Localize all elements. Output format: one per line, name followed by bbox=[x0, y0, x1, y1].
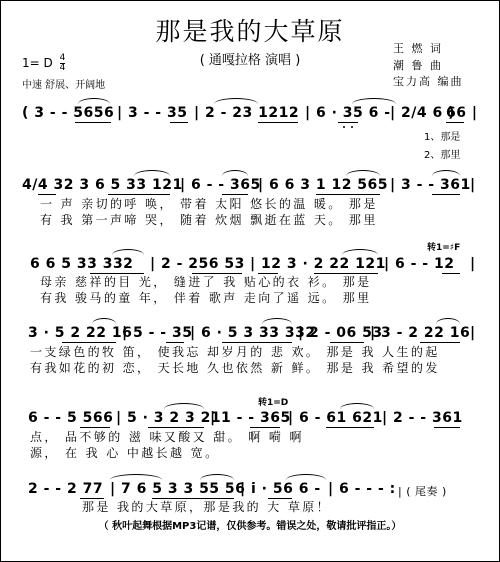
slur bbox=[436, 318, 460, 324]
underline bbox=[420, 342, 460, 343]
underline bbox=[38, 194, 56, 195]
notation-segment: ( 3 - - 5656 bbox=[22, 105, 115, 121]
underline bbox=[166, 342, 184, 343]
underline bbox=[446, 122, 464, 123]
notation-segment: | 6 - - - : bbox=[328, 481, 396, 497]
underline bbox=[326, 427, 374, 428]
underline bbox=[152, 498, 234, 499]
slur bbox=[346, 170, 380, 176]
slur bbox=[352, 98, 396, 104]
slur bbox=[262, 318, 292, 324]
notation-segment: | 5 - - 35 bbox=[122, 325, 193, 341]
slur bbox=[92, 318, 116, 324]
notation-segment: | 6 · 35 6 - bbox=[305, 105, 391, 121]
notation-segment: | 7 6 5 3 3 55 56 bbox=[110, 481, 246, 497]
slur bbox=[342, 249, 378, 255]
composer-credit: 潮 鲁 曲 bbox=[393, 59, 443, 72]
notation-segment: | i · 56 6 - bbox=[240, 481, 321, 497]
underline bbox=[316, 194, 380, 195]
modulation-mark-fsharp: 转1=♯F bbox=[427, 243, 461, 253]
underline bbox=[80, 427, 110, 428]
lyric-verse-1: 母亲 慈祥的目 光， 缝进了 我 贴心的衣 衫。 那是 bbox=[40, 275, 372, 289]
notation-segment: | 12 3 · 2 22 121 bbox=[250, 256, 386, 272]
notation-segment: | 3 - 2 22 16 bbox=[370, 325, 471, 341]
key-signature bbox=[22, 54, 65, 73]
slur bbox=[110, 474, 162, 480]
underline bbox=[432, 194, 460, 195]
verse-1-pickup: 1、那是 bbox=[424, 132, 461, 143]
arranger-credit: 宝力高 编曲 bbox=[393, 75, 464, 88]
lyricist-credit: 王 燃 词 bbox=[393, 42, 443, 55]
lyric-ending: 那是 我的大草原，那是我的 大 草原！ bbox=[82, 500, 332, 514]
slur bbox=[200, 474, 234, 480]
key-text: 1= D bbox=[22, 56, 53, 70]
notation-segment: | 6 - - 365 bbox=[180, 177, 261, 193]
underline bbox=[108, 194, 170, 195]
notation-segment: | bbox=[470, 325, 476, 341]
lyric-verse-2: 源， 在 我 心 中越长越 宽。 bbox=[30, 446, 220, 460]
underline bbox=[170, 122, 188, 123]
time-signature bbox=[60, 54, 66, 73]
notation-segment: | 5 · 3 2 3 21 bbox=[116, 410, 222, 426]
lyric-verse-1: 一支绿色的牧 笛， 使我忘 却岁月的 悲 欢。 那是 我 人生的起 bbox=[30, 345, 440, 359]
lyric-verse-2: 有我 骏马的童 年， 伴着 歌声 走向了遥 远。 那里 bbox=[40, 291, 372, 305]
slur bbox=[340, 403, 374, 409]
song-title: 那是我的大草原 bbox=[155, 17, 345, 46]
notation-segment: | 2 - 06 53 bbox=[298, 325, 383, 341]
notation-segment: | 3 - - 361 bbox=[390, 177, 471, 193]
lower-dot bbox=[351, 126, 353, 128]
tempo-marking: 中速 舒展、开阔地 bbox=[22, 80, 106, 91]
underline bbox=[268, 498, 292, 499]
notation-segment: 2 - - 2 77 bbox=[28, 481, 104, 497]
underline bbox=[314, 273, 378, 274]
underline bbox=[330, 342, 364, 343]
underline bbox=[80, 498, 104, 499]
underline bbox=[338, 122, 358, 123]
slur bbox=[112, 249, 144, 255]
transcription-note: （ 秋叶起舞根据MP3记谱，仅供参考。错误之处，敬请批评指正。） bbox=[98, 521, 402, 532]
slur bbox=[432, 170, 460, 176]
notation-segment: 66 | bbox=[446, 105, 478, 121]
slur bbox=[214, 98, 258, 104]
notation-segment: | 1 - - 365 bbox=[210, 410, 291, 426]
notation-segment: | 2 - 256 53 bbox=[150, 256, 245, 272]
underline bbox=[222, 342, 292, 343]
underline bbox=[434, 427, 460, 428]
lyric-verse-2: 有 我 第一声啼 哭， 随着 炊烟 飘逝在蓝 天。 那里 bbox=[40, 213, 378, 227]
notation-segment: 6 6 5 33 332 bbox=[30, 256, 134, 272]
notation-segment: | bbox=[470, 256, 476, 272]
lower-dot bbox=[343, 126, 345, 128]
slur bbox=[134, 170, 170, 176]
lyric-verse-2: 有我如花的初 恋， 天长地 久也依然 新 鲜。 那是 我 希望的发 bbox=[30, 361, 440, 375]
underline bbox=[62, 342, 116, 343]
notation-segment: | 2 - - 361 bbox=[382, 410, 463, 426]
notation-segment: | 2 - 23 1212 bbox=[194, 105, 300, 121]
notation-segment: 6 - - 5 566 bbox=[28, 410, 114, 426]
lyric-verse-1: 点， 品不够的 滋 味又酸又 甜。 啊 嗬 啊 bbox=[30, 430, 304, 444]
notation-segment: 3 · 5 2 22 16 bbox=[28, 325, 133, 341]
underline bbox=[250, 427, 280, 428]
time-sig-top: 4 bbox=[59, 53, 66, 63]
underline bbox=[222, 194, 248, 195]
underline bbox=[258, 273, 278, 274]
slur bbox=[164, 403, 204, 409]
notation-segment: | 6 6 3 1 12 565 bbox=[258, 177, 389, 193]
singer-line: ( 通嘎拉格 演唱 ) bbox=[199, 53, 301, 68]
lyric-verse-1: 一 声 亲切的呼 唤， 带着 太阳 悠长的温 暖。 那是 bbox=[40, 197, 378, 211]
modulation-mark-d: 转1=D bbox=[258, 398, 289, 408]
notation-segment: | ( 尾奏 ) bbox=[398, 485, 447, 498]
slur bbox=[222, 170, 248, 176]
notation-segment: | bbox=[470, 177, 476, 193]
time-sig-bottom: 4 bbox=[59, 63, 66, 73]
notation-segment: | 2/4 6 ) bbox=[390, 105, 455, 121]
underline bbox=[192, 273, 242, 274]
underline bbox=[75, 122, 111, 123]
underline bbox=[90, 273, 144, 274]
slur bbox=[78, 98, 110, 104]
notation-segment: | 6 - 61 621 bbox=[288, 410, 383, 426]
notation-segment: 4/4 32 3 6 5 33 121 bbox=[22, 177, 183, 193]
notation-segment: | 6 - - 12 bbox=[384, 256, 455, 272]
underline bbox=[442, 273, 460, 274]
notation-segment: | 6 · 5 3 33 332 bbox=[190, 325, 316, 341]
underline bbox=[258, 122, 298, 123]
underline bbox=[148, 427, 204, 428]
slur bbox=[286, 474, 326, 480]
notation-segment: | 3 - - 35 bbox=[117, 105, 188, 121]
verse-2-pickup: 2、那里 bbox=[424, 150, 461, 161]
